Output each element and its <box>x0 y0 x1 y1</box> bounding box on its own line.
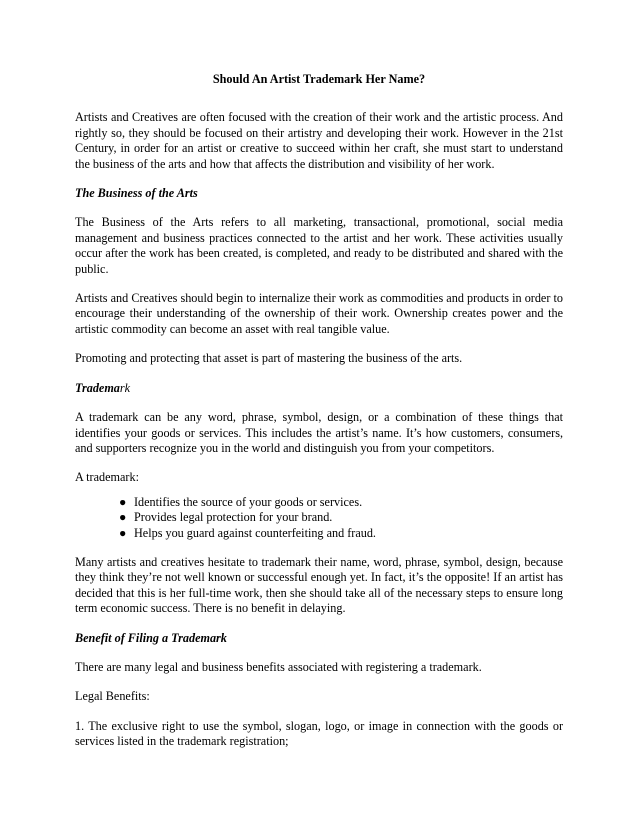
trademark-heading-rest: rk <box>119 380 131 395</box>
trademark-heading-bold: Tradema <box>75 380 120 395</box>
business-paragraph-2: Artists and Creatives should begin to internalize their work as commodities and products in order to encourage their understanding of the ownership of their work. Ownership creates power and the artistic commodity can become an asset with real tangible value. <box>75 291 563 336</box>
section-heading-benefit-of-filing: Benefit of Filing a Trademark <box>75 630 227 645</box>
list-item-text: Identifies the source of your goods or services. <box>134 494 363 509</box>
legal-benefit-item-1: 1. The exclusive right to use the symbol, slogan, logo, or image in connection with the goods or services listed in the trademark registration; <box>75 718 563 749</box>
list-item <box>119 526 563 541</box>
trademark-paragraph-1: A trademark can be any word, phrase, symbol, design, or a combination of these things that identifies your goods or services. This includes the artist’s name. It’s how customers, consumers, and supporters recognize you in the world and distinguish you from your competitors. <box>75 410 563 455</box>
list-item-text: Helps you guard against counterfeiting and fraud. <box>134 525 376 540</box>
bullet-icon: ● <box>119 525 127 540</box>
bullet-icon: ● <box>119 494 127 509</box>
section-heading-business-of-the-arts: The Business of the Arts <box>75 186 198 201</box>
document-title: Should An Artist Trademark Her Name? <box>212 72 426 86</box>
benefit-paragraph-1: There are many legal and business benefits associated with registering a trademark. <box>75 659 482 674</box>
list-item <box>119 510 563 525</box>
intro-paragraph: Artists and Creatives are often focused with the creation of their work and the artistic process. And rightly so, they should be focused on their artistry and developing their work. However in the 21st Century, in order for an artist or creative to succeed within her craft, she must start to understand the business of the arts and how that affects the distribution and visibility of her work. <box>75 110 563 171</box>
legal-benefits-label: Legal Benefits: <box>75 689 150 704</box>
trademark-paragraph-2: Many artists and creatives hesitate to trademark their name, word, phrase, symbol, design, because they think they’re not well known or successful enough yet. In fact, it’s the opposite! If an artist has decided that this is her full-time work, then she should take all of the necessary steps to ensure long term economic success. There is no benefit in delaying. <box>75 554 563 616</box>
business-paragraph-3: Promoting and protecting that asset is part of mastering the business of the arts. <box>75 351 463 366</box>
list-item-text: Provides legal protection for your brand. <box>134 510 333 525</box>
list-item <box>119 495 563 510</box>
document-page <box>75 72 563 764</box>
section-heading-trademark <box>75 381 563 396</box>
trademark-bullet-list <box>75 495 563 541</box>
bullet-icon: ● <box>119 510 127 525</box>
business-paragraph-1: The Business of the Arts refers to all marketing, transactional, promotional, social media management and business practices connected to the artist and her work. These activities usually occur after the work has been created, is completed, and ready to be distributed and shared with the public. <box>75 215 563 276</box>
trademark-list-intro: A trademark: <box>75 470 139 485</box>
